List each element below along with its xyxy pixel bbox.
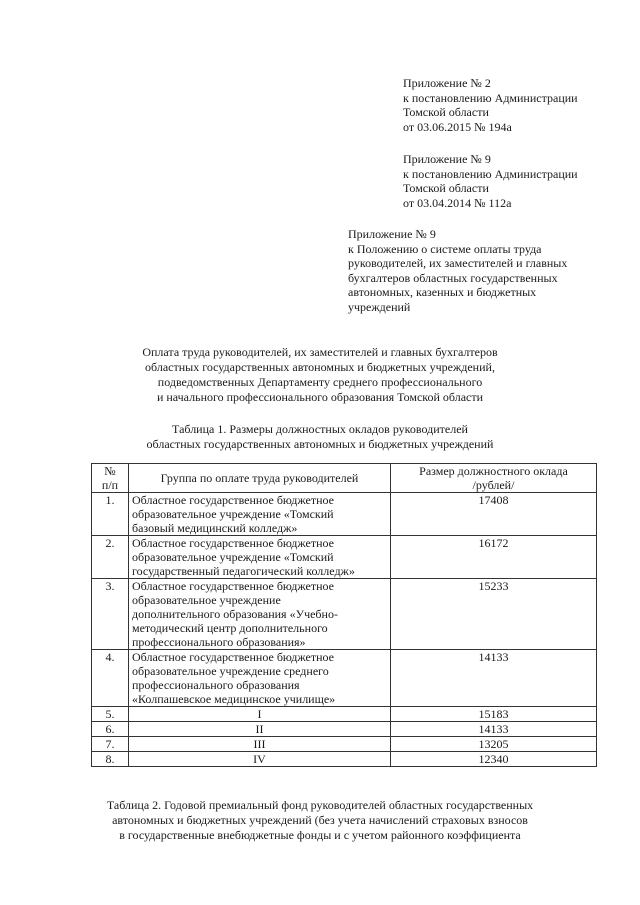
appendix-block-9-decree xyxy=(403,152,598,210)
row-num: 3. xyxy=(92,579,129,650)
row-salary: 12340 xyxy=(391,752,597,767)
row-salary: 17408 xyxy=(391,493,597,536)
appendix-block-9-regulation xyxy=(348,227,598,315)
appendix-line: к постановлению Администрации xyxy=(403,90,578,105)
salary-table xyxy=(91,463,597,767)
table-row xyxy=(92,650,597,707)
row-group: Областное государственное бюджетное образовательное учреждение «Томский базовый медицинский колледж» xyxy=(129,493,391,536)
table-row xyxy=(92,493,597,536)
table-row xyxy=(92,752,597,767)
appendix-line: Томской области xyxy=(403,105,489,120)
row-salary: 14133 xyxy=(391,650,597,707)
row-group: Областное государственное бюджетное образовательное учреждение дополнительного образования «Учебно- методический центр дополнительного профессионального образования» xyxy=(129,579,391,650)
appendix-line: руководителей, их заместителей и главных xyxy=(348,256,568,271)
header-group: Группа по оплате труда руководителей xyxy=(129,464,391,493)
row-num: 6. xyxy=(92,722,129,737)
row-num: 1. xyxy=(92,493,129,536)
table2-title xyxy=(0,798,640,843)
row-group: IV xyxy=(129,752,391,767)
row-num: 8. xyxy=(92,752,129,767)
heading-line: и начального профессионального образования Томской области xyxy=(156,390,484,404)
row-num: 2. xyxy=(92,536,129,579)
row-salary: 15183 xyxy=(391,707,597,722)
row-num: 5. xyxy=(92,707,129,722)
table1-title xyxy=(0,422,640,452)
table-row xyxy=(92,722,597,737)
table2-title-line: Таблица 2. Годовой премиальный фонд руководителей областных государственных xyxy=(106,798,534,812)
header-num: № п/п xyxy=(92,464,129,493)
table-header-row xyxy=(92,464,597,493)
heading-line: областных государственных автономных и бюджетных учреждений, xyxy=(145,360,495,374)
appendix-line: к постановлению Администрации xyxy=(403,166,578,181)
appendix-line: Приложение № 9 xyxy=(403,152,491,166)
row-salary: 13205 xyxy=(391,737,597,752)
appendix-line: автономных, казенных и бюджетных xyxy=(348,285,537,300)
appendix-line: Приложение № 9 xyxy=(348,227,436,241)
appendix-line: Приложение № 2 xyxy=(403,76,491,90)
appendix-line: бухгалтеров областных государственных xyxy=(348,270,558,285)
row-group: Областное государственное бюджетное образовательное учреждение «Томский государственный педагогический колледж» xyxy=(129,536,391,579)
table1-title-line: областных государственных автономных и бюджетных учреждений xyxy=(146,437,494,451)
table-row xyxy=(92,707,597,722)
heading-line: Оплата труда руководителей, их заместителей и главных бухгалтеров xyxy=(142,345,498,359)
row-num: 4. xyxy=(92,650,129,707)
appendix-line: от 03.06.2015 № 194а xyxy=(403,119,512,134)
row-group: III xyxy=(129,737,391,752)
row-salary: 14133 xyxy=(391,722,597,737)
table1-title-line: Таблица 1. Размеры должностных окладов руководителей xyxy=(172,422,468,436)
table2-title-line: в государственные внебюджетные фонды и с учетом районного коэффициента xyxy=(119,828,521,842)
appendix-line: от 03.04.2014 № 112а xyxy=(403,195,512,210)
appendix-block-2 xyxy=(403,76,598,134)
row-group: II xyxy=(129,722,391,737)
table-row xyxy=(92,737,597,752)
header-salary: Размер должностного оклада /рублей/ xyxy=(391,464,597,493)
appendix-line: учреждений xyxy=(348,299,411,314)
row-salary: 16172 xyxy=(391,536,597,579)
appendix-line: к Положению о системе оплаты труда xyxy=(348,241,542,256)
table-row xyxy=(92,579,597,650)
row-num: 7. xyxy=(92,737,129,752)
row-group: Областное государственное бюджетное образовательное учреждение среднего профессионального образования «Колпашевское медицинское училище» xyxy=(129,650,391,707)
document-heading xyxy=(0,345,640,405)
appendix-line: Томской области xyxy=(403,181,489,196)
table2-title-line: автономных и бюджетных учреждений (без учета начислений страховых взносов xyxy=(112,813,528,827)
table-row xyxy=(92,536,597,579)
row-group: I xyxy=(129,707,391,722)
row-salary: 15233 xyxy=(391,579,597,650)
heading-line: подведомственных Департаменту среднего профессионального xyxy=(157,375,483,389)
